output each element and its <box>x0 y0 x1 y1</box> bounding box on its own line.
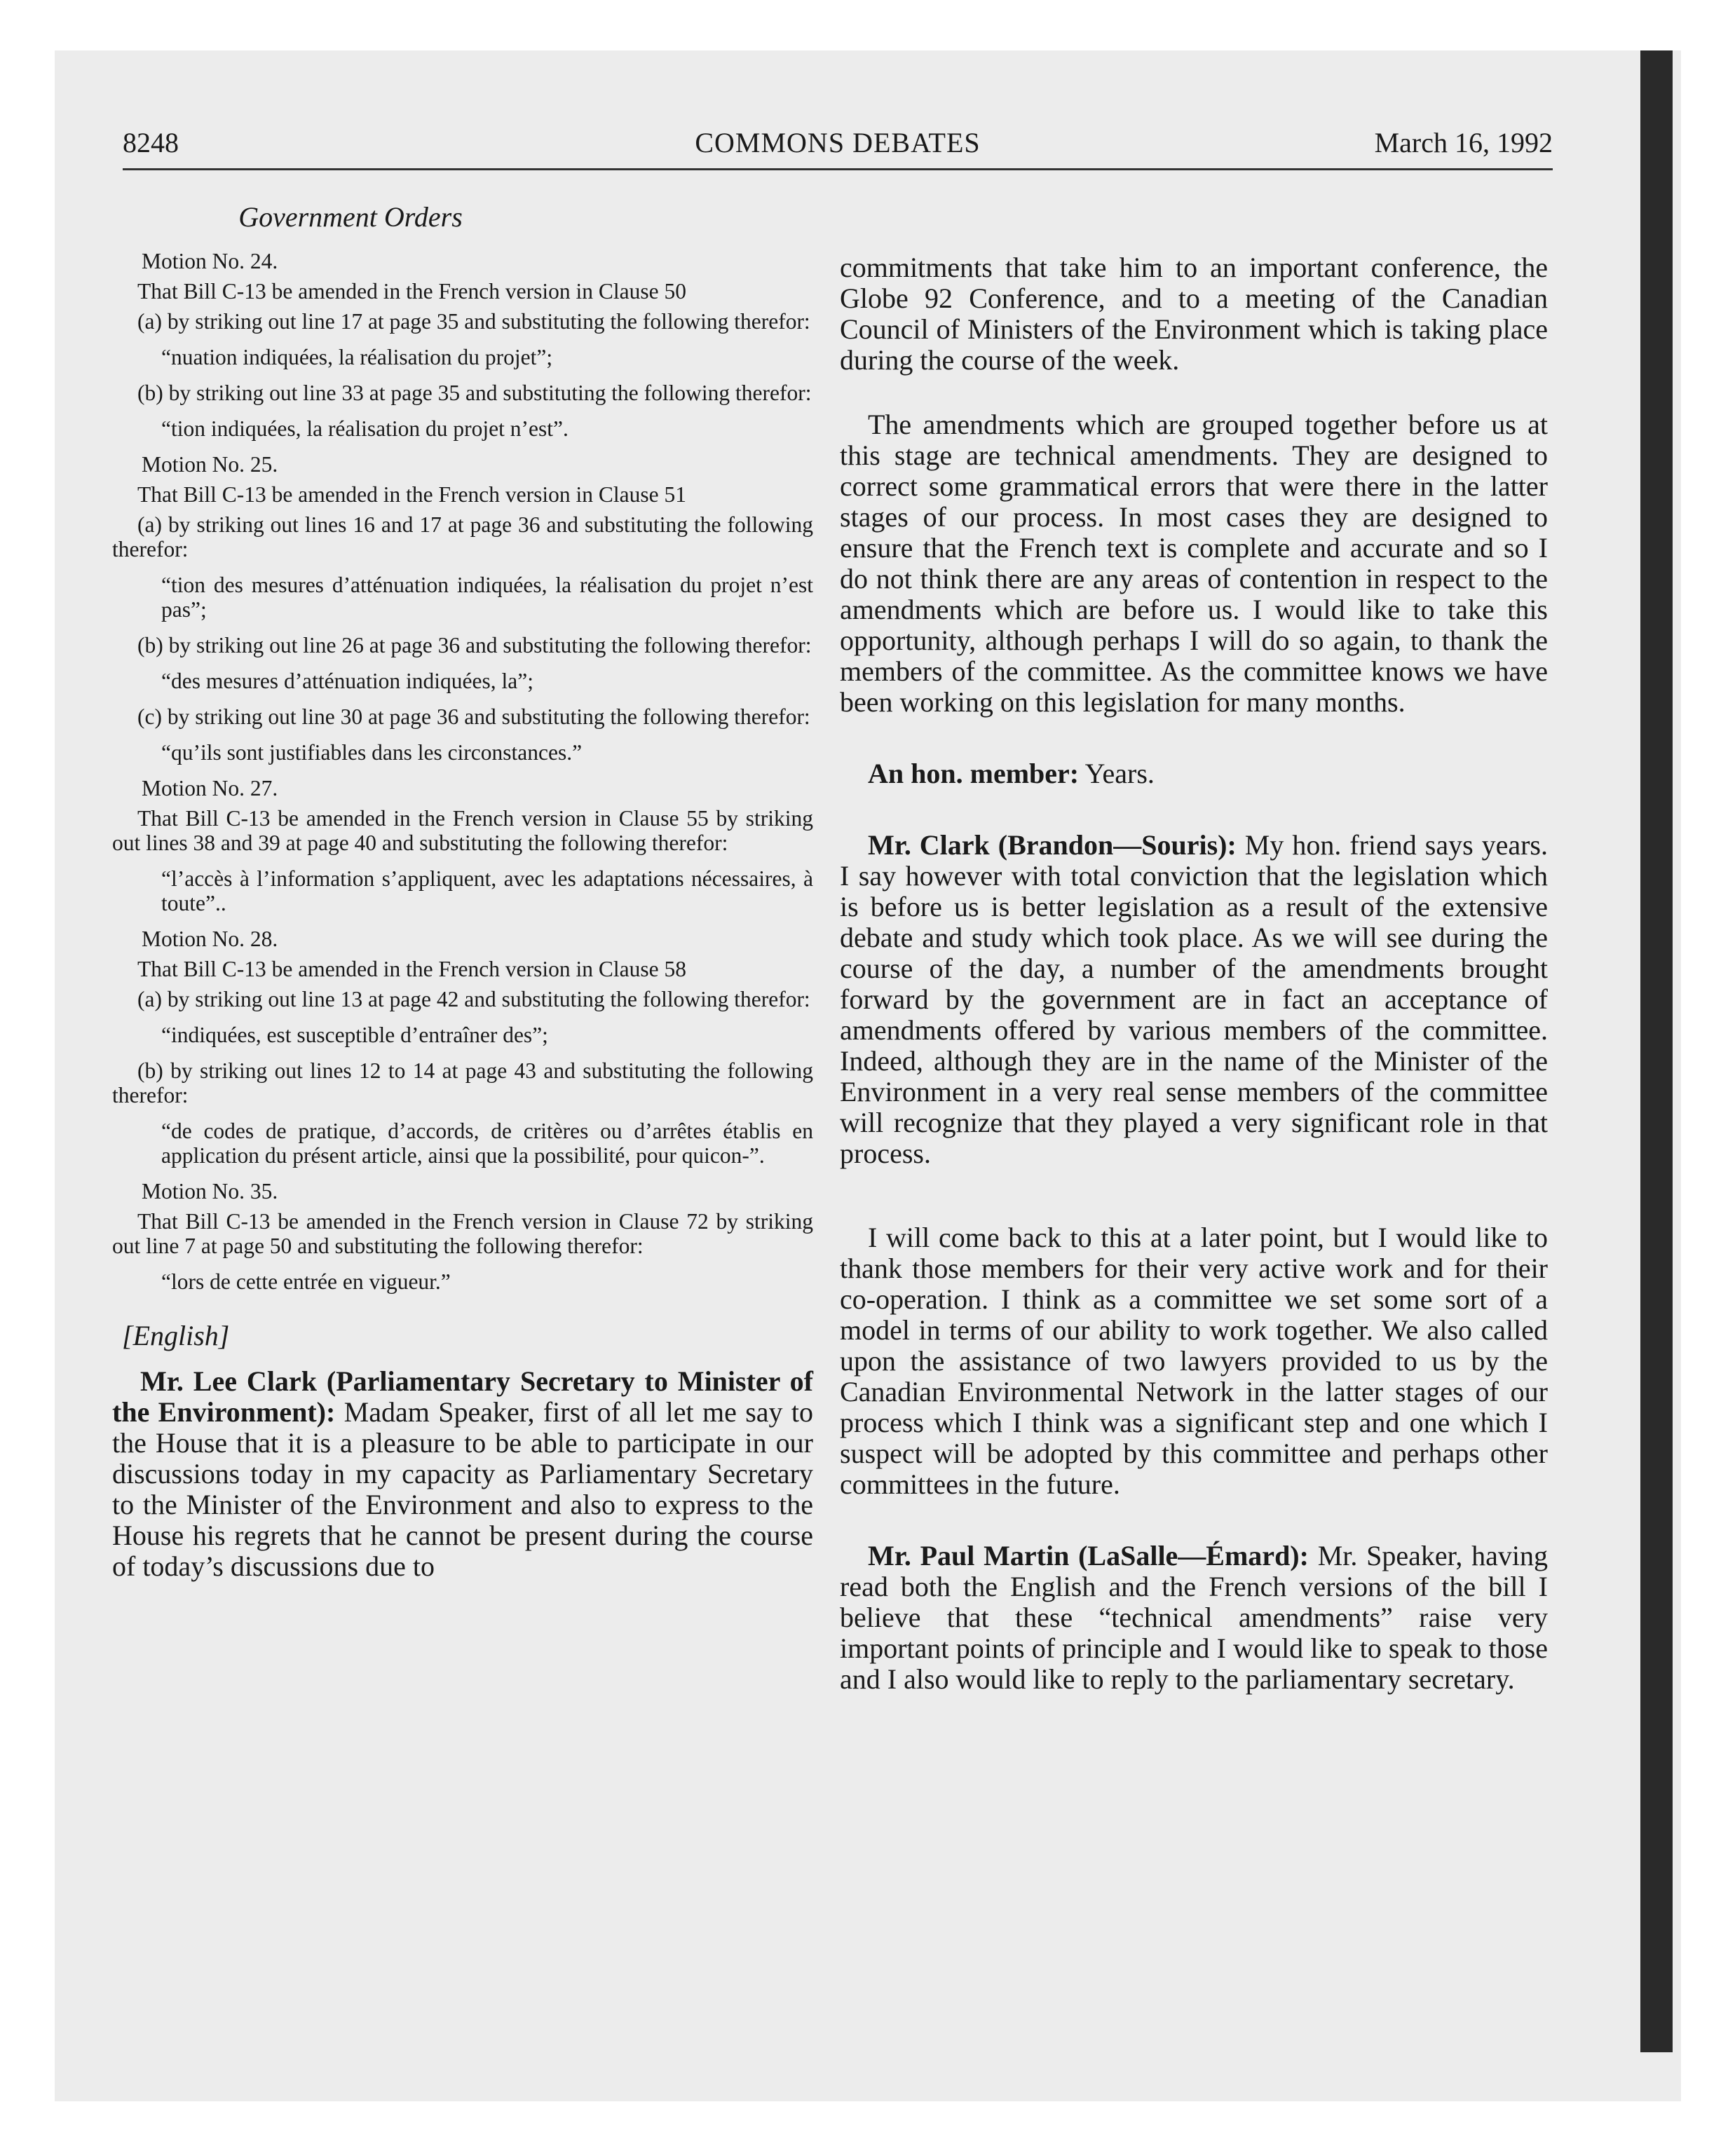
motion-item: (a) by striking out line 13 at page 42 and substituting the following therefor: <box>137 987 810 1011</box>
motion-label: Motion No. 28. <box>142 927 278 951</box>
motion-quote: “des mesures d’atténuation indiquées, la”; <box>161 669 533 693</box>
left-column <box>112 200 813 1582</box>
speech-paragraph <box>840 1541 1548 1695</box>
motion-label: Motion No. 24. <box>142 249 278 273</box>
speaker-name: An hon. member: <box>868 758 1080 789</box>
motion-intro: That Bill C-13 be amended in the French version in Clause 51 <box>137 482 686 507</box>
motion-item: (b) by striking out line 26 at page 36 and substituting the following therefor: <box>137 633 812 657</box>
speaker-name: Mr. Paul Martin (LaSalle—Émard): <box>868 1540 1309 1571</box>
speech-text: Mr. Speaker, having read both the English and the French versions of the bill I believe that these “technical amendments” raise very important points of principle and I would like to speak to those and I also would like to reply to the parliamentary secretary. <box>840 1540 1549 1695</box>
motion-item: (b) by striking out line 33 at page 35 and substituting the following therefor: <box>137 381 812 405</box>
motions-block <box>112 249 813 1294</box>
right-column <box>840 252 1548 1695</box>
motion-label: Motion No. 27. <box>142 776 278 800</box>
motion-quote: “tion des mesures d’atténuation indiquées, la réalisation du projet n’est pas”; <box>161 573 813 622</box>
speech-paragraph: I will come back to this at a later point, but I would like to thank those members for their very active work and for their co-operation. I think as a committee we set some sort of a model in terms of our ability to work together. We also called upon the assistance of two lawyers provided to us by the Canadian Environmental Network in the latter stages of our process which I think was a significant step and one which I suspect will be adopted by this committee and perhaps other committees in the future. <box>840 1222 1548 1500</box>
speech-text: Years. <box>1084 758 1155 789</box>
motion-intro: That Bill C-13 be amended in the French version in Clause 50 <box>137 279 686 303</box>
speech-paragraph <box>112 1366 813 1582</box>
speech-continuation: commitments that take him to an important conference, the Globe 92 Conference, and to a meeting of the Canadian Council of Ministers of the Environment which is taking place during the course of the week. <box>840 252 1548 376</box>
motion-intro: That Bill C-13 be amended in the French version in Clause 72 by striking out line 7 at page 50 and substituting the following therefor: <box>112 1209 813 1258</box>
speech-paragraph: The amendments which are grouped together before us at this stage are technical amendments. They are designed to correct some grammatical errors that were there in the latter stages of our process. In most cases they are designed to ensure that the French text is complete and accurate and so I do not think there are any areas of contention in respect to the amendments which are before us. I would like to take this opportunity, although perhaps I will do so again, to thank the members of the committee. As the committee knows we have been working on this legislation for many months. <box>840 409 1548 718</box>
speech-text: Madam Speaker, first of all let me say to the House that it is a pleasure to be able to participate in our discussions today in my capacity as Parliamentary Secretary to the Minister of the Environment and also to express to the House his regrets that he cannot be present during the course of today’s discussions due to <box>112 1396 814 1582</box>
motion-item: (b) by striking out lines 12 to 14 at page 43 and substituting the following therefor: <box>112 1058 813 1107</box>
motion-quote: “l’accès à l’information s’appliquent, avec les adaptations nécessaires, à toute”.. <box>161 866 813 915</box>
speaker-name: Mr. Clark (Brandon—Souris): <box>868 829 1237 861</box>
motion-item: (c) by striking out line 30 at page 36 and substituting the following therefor: <box>137 704 810 729</box>
motion-label: Motion No. 25. <box>142 452 278 477</box>
speech-text: My hon. friend says years. I say however with total conviction that the legislation which is before us is better legislation as a result of the extensive debate and study which took place. As we will see during the course of the day, a number of the amendments brought forward by the government are in fact an acceptance of amendments offered by various members of the committee. Indeed, although they are in the name of the Minister of the Environment in a very real sense members of the committee will recognize that they played a very significant role in that process. <box>840 829 1549 1169</box>
section-title: Government Orders <box>238 201 463 233</box>
publication-title: COMMONS DEBATES <box>695 127 981 158</box>
language-tag: [English] <box>122 1320 230 1351</box>
scan-edge-bar <box>1640 50 1673 2052</box>
motion-item: (a) by striking out lines 16 and 17 at page 36 and substituting the following therefor: <box>112 512 813 561</box>
motion-quote: “tion indiquées, la réalisation du projet n’est”. <box>161 416 569 441</box>
motion-quote: “qu’ils sont justifiables dans les circonstances.” <box>161 740 583 765</box>
page-number: 8248 <box>123 127 179 158</box>
issue-date: March 16, 1992 <box>1374 127 1553 158</box>
speaker-name: Mr. Lee Clark (Parliamentary Secretary to Minister of the Environment): <box>112 1365 813 1428</box>
motion-quote: “de codes de pratique, d’accords, de critères ou d’arrêtes établis en application du présent article, ainsi que la possibilité, pour quicon-”. <box>161 1119 813 1168</box>
motion-item: (a) by striking out line 17 at page 35 and substituting the following therefor: <box>137 309 810 334</box>
header-rule <box>123 168 1553 170</box>
speech-paragraph <box>840 830 1548 1169</box>
motion-intro: That Bill C-13 be amended in the French version in Clause 58 <box>137 957 686 981</box>
motion-quote: “lors de cette entrée en vigueur.” <box>161 1269 451 1294</box>
motion-quote: “nuation indiquées, la réalisation du projet”; <box>161 345 553 369</box>
interjection-paragraph <box>840 758 1548 789</box>
motion-quote: “indiquées, est susceptible d’entraîner des”; <box>161 1023 548 1047</box>
motion-label: Motion No. 35. <box>142 1179 278 1203</box>
motion-intro: That Bill C-13 be amended in the French version in Clause 55 by striking out lines 38 and 39 at page 40 and substituting the following therefor: <box>112 806 813 855</box>
